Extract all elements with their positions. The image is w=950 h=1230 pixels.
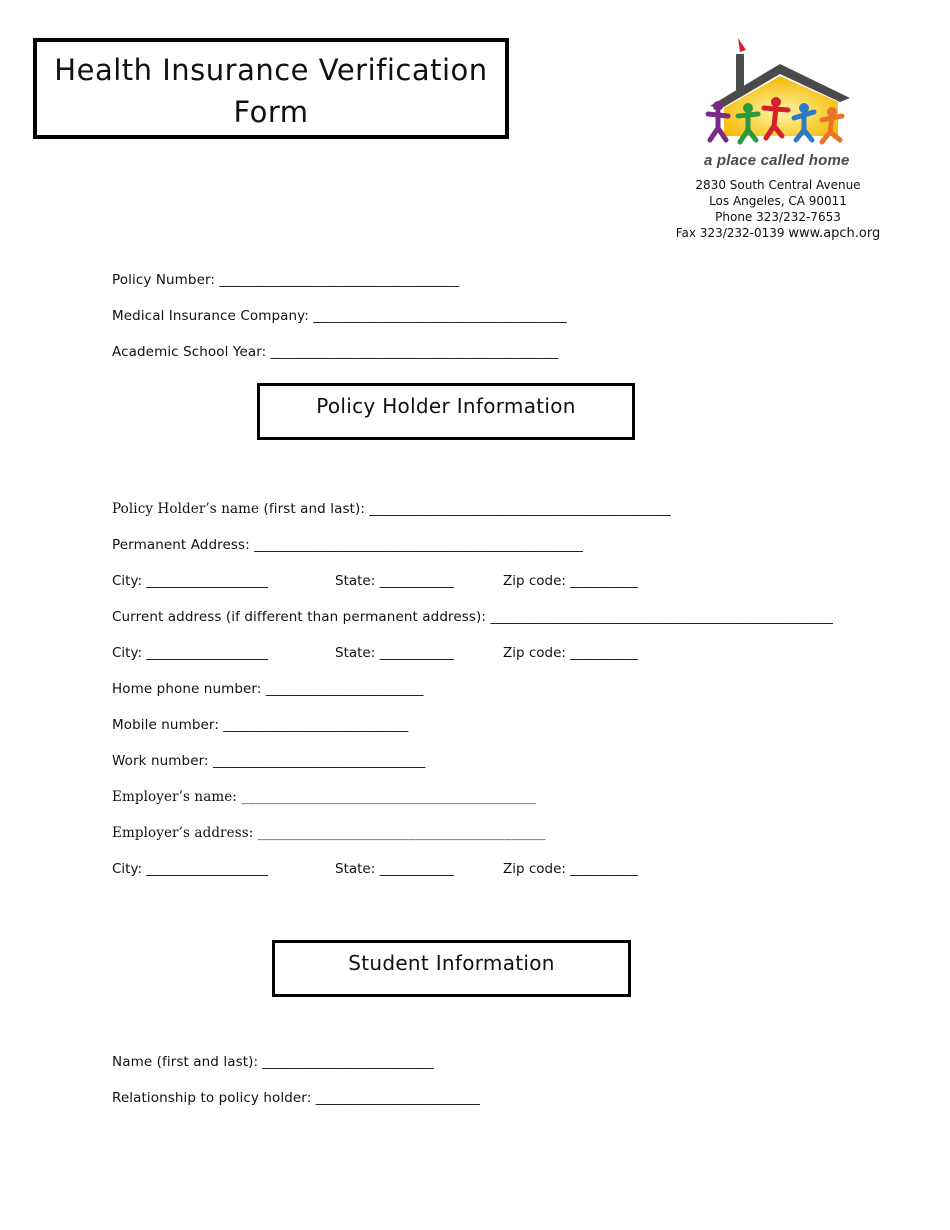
employer-name-field[interactable]: Employer’s name: ___________________________________________ [112,789,536,805]
zip-field-2[interactable]: Zip code: __________ [503,645,638,661]
policy-holder-name-blank[interactable]: (first and last): ____________________________________________ [259,501,671,517]
relationship-field[interactable]: Relationship to policy holder: ________________________ [112,1090,481,1106]
address-phone: Phone 323/232-7653 [715,210,841,224]
policy-holder-name-field[interactable] [112,501,671,517]
work-number-field[interactable]: Work number: _______________________________ [112,753,426,769]
city-field-1[interactable]: City: __________________ [112,573,268,589]
home-phone-field[interactable]: Home phone number: _______________________ [112,681,424,697]
policy-holder-name-label: Policy Holder’s name [112,501,260,517]
state-field-1[interactable]: State: ___________ [335,573,454,589]
student-info-heading: Student Information [272,940,631,997]
chimney-icon [736,54,744,90]
current-address-field[interactable]: Current address (if different than permanent address): __________________________________________________ [112,609,833,625]
form-title-line1: Health Insurance Verification [54,53,488,87]
insurance-company-field[interactable]: Medical Insurance Company: _____________________________________ [112,308,567,324]
state-field-2[interactable]: State: ___________ [335,645,454,661]
address-fax-web [668,225,888,242]
mobile-number-field[interactable]: Mobile number: ___________________________ [112,717,409,733]
address-street: 2830 South Central Avenue [695,178,861,192]
address-fax: Fax 323/232-0139 [675,226,785,240]
form-title-box [33,38,509,139]
city-field-2[interactable]: City: __________________ [112,645,268,661]
school-year-field[interactable]: Academic School Year: __________________________________________ [112,344,559,360]
employer-address-field[interactable]: Employer’s address: __________________________________________ [112,825,546,841]
state-field-3[interactable]: State: ___________ [335,861,454,877]
zip-field-3[interactable]: Zip code: __________ [503,861,638,877]
zip-field-1[interactable]: Zip code: __________ [503,573,638,589]
website-link: www.apch.org [788,226,881,241]
address-city: Los Angeles, CA 90011 [709,194,847,208]
policy-number-field[interactable]: Policy Number: ___________________________________ [112,272,460,288]
policy-holder-heading: Policy Holder Information [257,383,635,440]
organization-address [668,177,888,242]
city-field-3[interactable]: City: __________________ [112,861,268,877]
flag-icon [738,38,746,52]
student-name-field[interactable]: Name (first and last): _________________________ [112,1054,434,1070]
logo-caption: a place called home [704,152,850,169]
form-title-line2: Form [233,95,309,129]
permanent-address-field[interactable]: Permanent Address: ________________________________________________ [112,537,584,553]
